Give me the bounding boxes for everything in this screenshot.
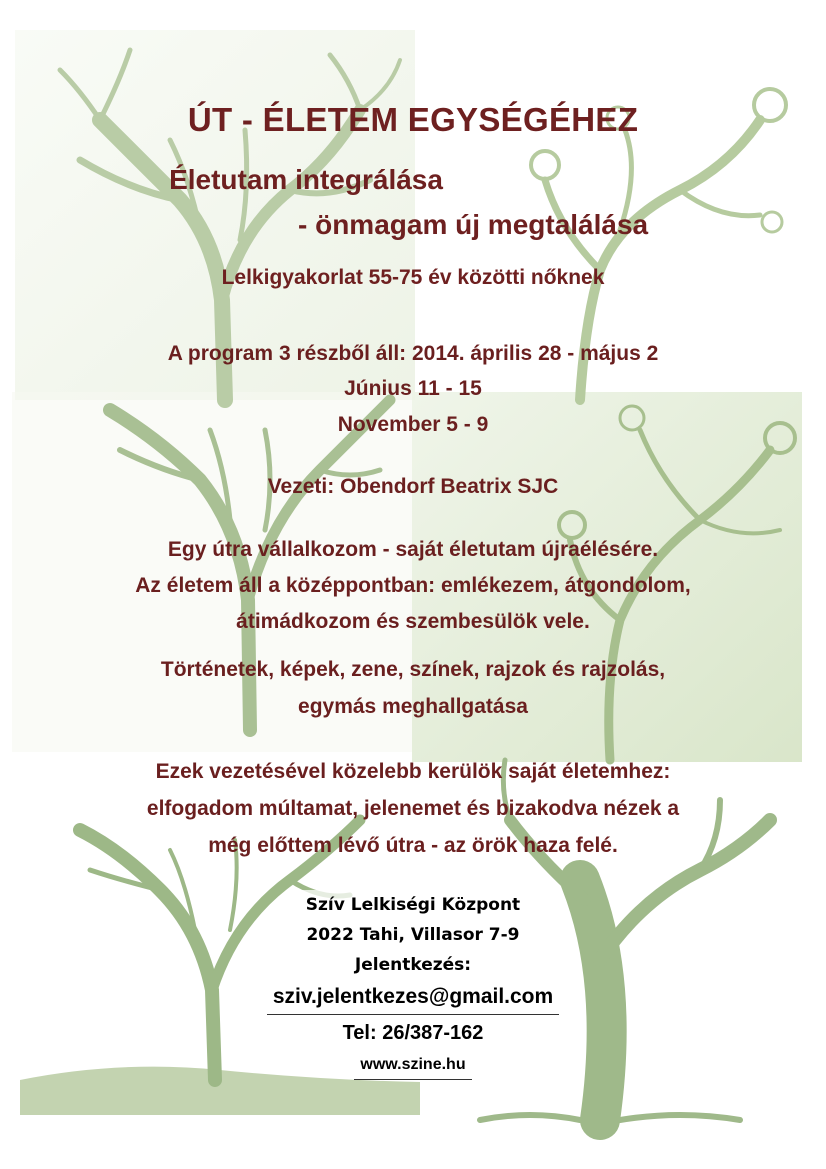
email-link[interactable]: sziv.jelentkezes@gmail.com <box>267 980 559 1015</box>
contact-block <box>0 890 826 1080</box>
subtitle-self-discovery: - önmagam új megtalálása <box>298 209 649 240</box>
body-paragraph-3-line: még előttem lévő útra - az örök haza felé. <box>208 834 618 857</box>
address: 2022 Tahi, Villasor 7-9 <box>300 920 525 950</box>
register-label: Jelentkezés: <box>349 950 477 980</box>
body-paragraph-3-line: Ezek vezetésével közelebb kerülök saját életemhez: <box>155 760 671 783</box>
website-link[interactable]: www.szine.hu <box>354 1051 471 1080</box>
program-line-3: November 5 - 9 <box>337 413 489 436</box>
program-line-2: Június 11 - 15 <box>344 377 482 400</box>
center-name: Szív Lelkiségi Központ <box>300 890 526 920</box>
body-paragraph-1-line: átimádkozom és szembesülök vele. <box>236 610 590 633</box>
page-title: ÚT - ÉLETEM EGYSÉGÉHEZ <box>187 101 639 138</box>
body-paragraph-1-line: Az életem áll a középpontban: emlékezem, átgondolom, <box>135 574 691 597</box>
program-line-1: A program 3 részből áll: 2014. április 28 - május 2 <box>167 342 659 365</box>
body-paragraph-1 <box>0 532 826 640</box>
body-paragraph-2-line: Történetek, képek, zene, színek, rajzok és rajzolás, <box>160 658 666 681</box>
subtitle-retreat: Lelkigyakorlat 55-75 év közötti nőknek <box>221 266 605 289</box>
body-paragraph-3 <box>0 753 826 864</box>
body-paragraph-1-line: Egy útra vállalkozom - saját életutam újraélésére. <box>167 538 659 561</box>
phone-number: Tel: 26/387-162 <box>337 1015 490 1051</box>
leader-text: Vezeti: Obendorf Beatrix SJC <box>267 475 559 498</box>
body-paragraph-2-line: egymás meghallgatása <box>298 695 528 718</box>
subtitle-integration: Életutam integrálása <box>169 164 443 195</box>
body-paragraph-3-line: elfogadom múltamat, jelenemet és bizakodva nézek a <box>146 797 680 820</box>
body-paragraph-2 <box>0 651 826 725</box>
